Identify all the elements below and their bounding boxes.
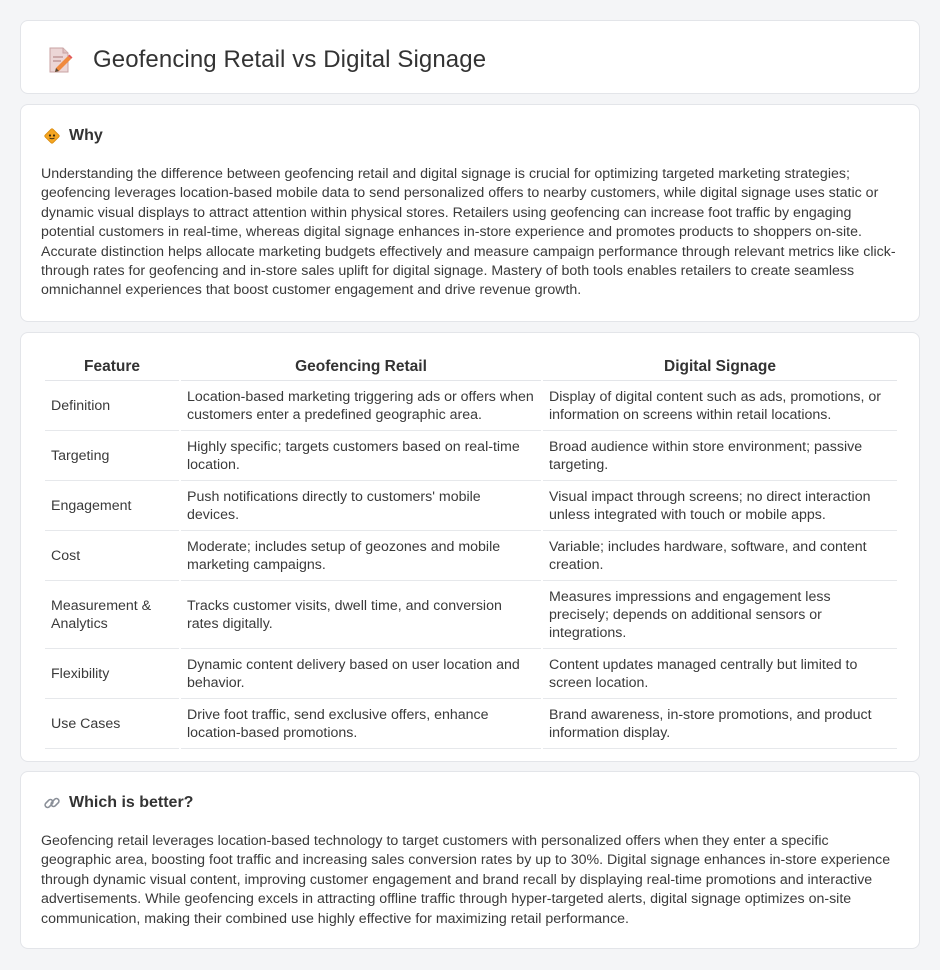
geofencing-cell: Moderate; includes setup of geozones and mobile marketing campaigns. xyxy=(181,531,541,581)
table-row xyxy=(45,699,897,749)
geofencing-cell: Drive foot traffic, send exclusive offers, enhance location-based promotions. xyxy=(181,699,541,749)
why-header xyxy=(43,125,103,147)
header-geofencing: Geofencing Retail xyxy=(181,353,541,381)
table-row xyxy=(45,531,897,581)
feature-cell: Engagement xyxy=(45,481,179,531)
why-body: Understanding the difference between geofencing retail and digital signage is crucial for optimizing targeted marketing strategies; geofencing leverages location-based mobile data to send personalized offers to nearby customers, while digital signage uses static or dynamic visual displays to attract attention within physical stores. Retailers using geofencing can increase foot traffic by engaging potential customers in real-time, whereas digital signage enhances in-store experience and promotes products to shoppers on-site. Accurate distinction helps allocate marketing budgets effectively and measure campaign performance through relevant metrics like click-through rates for geofencing and in-store sales uplift for digital signage. Mastery of both tools enables retailers to create seamless omnichannel experiences that boost customer engagement and drive revenue growth. xyxy=(41,166,896,299)
better-title: Which is better? xyxy=(69,794,194,811)
geofencing-cell: Push notifications directly to customers' mobile devices. xyxy=(181,481,541,531)
signage-cell: Broad audience within store environment; passive targeting. xyxy=(543,431,897,481)
comparison-section xyxy=(20,332,920,762)
signage-cell: Visual impact through screens; no direct interaction unless integrated with touch or mobile apps. xyxy=(543,481,897,531)
table-row xyxy=(45,581,897,649)
signage-cell: Content updates managed centrally but limited to screen location. xyxy=(543,649,897,699)
why-section xyxy=(20,104,920,322)
document-pencil-icon xyxy=(47,46,73,74)
which-is-better-section xyxy=(20,771,920,949)
signage-cell: Variable; includes hardware, software, and content creation. xyxy=(543,531,897,581)
title-card xyxy=(20,20,920,94)
signage-cell: Brand awareness, in-store promotions, and product information display. xyxy=(543,699,897,749)
comparison-table xyxy=(43,353,899,749)
header-feature: Feature xyxy=(45,353,179,381)
feature-cell: Targeting xyxy=(45,431,179,481)
feature-cell: Use Cases xyxy=(45,699,179,749)
page-title: Geofencing Retail vs Digital Signage xyxy=(93,46,487,73)
table-row xyxy=(45,381,897,431)
link-icon xyxy=(43,794,61,812)
why-title: Why xyxy=(69,127,103,144)
feature-cell: Flexibility xyxy=(45,649,179,699)
geofencing-cell: Tracks customer visits, dwell time, and conversion rates digitally. xyxy=(181,581,541,649)
signage-cell: Measures impressions and engagement less precisely; depends on additional sensors or integrations. xyxy=(543,581,897,649)
signage-cell: Display of digital content such as ads, promotions, or information on screens within retail locations. xyxy=(543,381,897,431)
table-header-row xyxy=(45,353,897,381)
header-digital-signage: Digital Signage xyxy=(543,353,897,381)
better-body: Geofencing retail leverages location-based technology to target customers with personalized offers when they enter a specific geographic area, boosting foot traffic and increasing sales conversion rates by up to 30%. Digital signage enhances in-store experience through dynamic visual content, improving customer engagement and brand recall by displaying real-time promotions and interactive advertisements. While geofencing excels in attracting offline traffic through hyper-targeted alerts, digital signage optimizes on-site communication, making their combined use highly effective for maximizing retail performance. xyxy=(41,833,891,927)
better-header xyxy=(43,792,193,814)
table-row xyxy=(45,481,897,531)
geofencing-cell: Location-based marketing triggering ads or offers when customers enter a predefined geographic area. xyxy=(181,381,541,431)
geofencing-cell: Highly specific; targets customers based on real-time location. xyxy=(181,431,541,481)
feature-cell: Cost xyxy=(45,531,179,581)
geofencing-cell: Dynamic content delivery based on user location and behavior. xyxy=(181,649,541,699)
feature-cell: Definition xyxy=(45,381,179,431)
table-row xyxy=(45,649,897,699)
table-row xyxy=(45,431,897,481)
diamond-sign-icon xyxy=(43,127,61,145)
title-row xyxy=(47,43,486,77)
feature-cell: Measurement & Analytics xyxy=(45,581,179,649)
